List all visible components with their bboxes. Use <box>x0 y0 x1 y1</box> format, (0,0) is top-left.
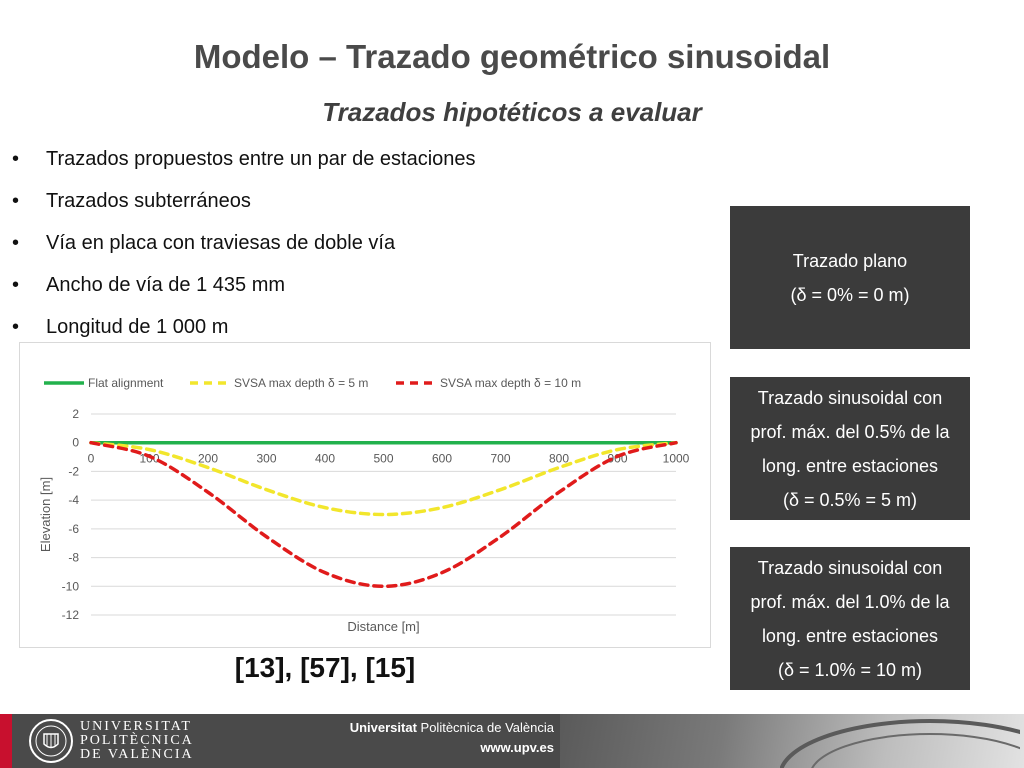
bullet-item <box>8 180 476 222</box>
bullet-text: Trazados propuestos entre un par de estaciones <box>46 147 476 170</box>
box-line: long. entre estaciones <box>761 455 939 476</box>
legend-label: SVSA max depth δ = 5 m <box>234 376 369 390</box>
slide-subtitle: Trazados hipotéticos a evaluar <box>322 97 702 127</box>
university-line: DE VALÈNCIA <box>80 747 194 762</box>
bullet-item <box>8 222 476 264</box>
bullet-text: Vía en placa con traviesas de doble vía <box>46 231 396 254</box>
legend-label: SVSA max depth δ = 10 m <box>440 376 582 390</box>
bullet-text: Ancho de vía de 1 435 mm <box>46 273 286 296</box>
x-tick-label: 100 <box>139 451 160 466</box>
y-tick-label: -8 <box>68 550 79 565</box>
box-line: (δ = 0% = 0 m) <box>790 284 910 305</box>
seal-photo-icon <box>780 716 1020 768</box>
bullet-text: Trazados subterráneos <box>46 189 251 212</box>
y-tick-label: -10 <box>61 579 79 594</box>
box-sinusoidal-5m <box>730 377 970 520</box>
university-line: POLITÈCNICA <box>80 733 194 748</box>
box-line: prof. máx. del 0.5% de la <box>750 421 950 442</box>
bullet-list <box>8 138 476 348</box>
bullet-item <box>8 264 476 306</box>
y-tick-label: -6 <box>68 521 79 536</box>
bullet-glyph: • <box>12 231 20 254</box>
y-tick-label: -4 <box>68 493 79 508</box>
box-line: Trazado sinusoidal con <box>757 557 943 578</box>
x-tick-label: 0 <box>87 451 95 466</box>
footer-university-rest: Politècnica de València <box>416 720 554 735</box>
box-line: Trazado plano <box>792 250 908 271</box>
x-tick-label: 200 <box>197 451 219 466</box>
box-line: (δ = 0.5% = 5 m) <box>782 489 918 510</box>
university-name <box>80 720 194 762</box>
bullet-item <box>8 138 476 180</box>
footer-university-info <box>350 718 554 758</box>
footer-bar <box>0 714 1024 768</box>
bullet-glyph: • <box>12 189 20 212</box>
y-tick-label: -12 <box>61 608 79 622</box>
bullet-glyph: • <box>12 273 20 296</box>
x-tick-label: 1000 <box>662 451 690 466</box>
footer-red-stripe <box>0 714 12 768</box>
university-line: UNIVERSITAT <box>80 719 192 734</box>
y-tick-label: 0 <box>72 435 79 450</box>
box-line: Trazado sinusoidal con <box>757 387 943 408</box>
footer-university-strong: Universitat <box>349 720 417 735</box>
x-tick-label: 400 <box>314 451 336 466</box>
x-tick-label: 700 <box>490 451 511 466</box>
box-flat-alignment <box>730 206 970 349</box>
elevation-chart <box>19 342 711 648</box>
x-axis-label: Distance [m] <box>347 619 420 634</box>
footer-website-link[interactable]: www.upv.es <box>480 740 554 755</box>
y-tick-label: -2 <box>68 464 79 479</box>
university-seal-icon <box>28 718 74 764</box>
x-tick-label: 900 <box>607 451 628 466</box>
box-line: long. entre estaciones <box>761 625 939 646</box>
chart-svg <box>20 343 710 647</box>
box-line: prof. máx. del 1.0% de la <box>750 591 950 612</box>
bullet-glyph: • <box>12 315 20 338</box>
references: [13], [57], [15] <box>234 652 416 683</box>
bullet-text: Longitud de 1 000 m <box>46 315 229 338</box>
y-axis-label: Elevation [m] <box>38 476 53 553</box>
x-tick-label: 500 <box>373 451 394 466</box>
legend-label: Flat alignment <box>88 376 164 390</box>
bullet-glyph: • <box>12 147 20 170</box>
box-line: (δ = 1.0% = 10 m) <box>777 659 923 680</box>
x-tick-label: 800 <box>548 451 570 466</box>
box-sinusoidal-10m <box>730 547 970 690</box>
x-tick-label: 600 <box>431 451 453 466</box>
y-tick-label: 2 <box>72 407 79 421</box>
x-tick-label: 300 <box>256 451 277 466</box>
slide-title: Modelo – Trazado geométrico sinusoidal <box>193 38 831 75</box>
